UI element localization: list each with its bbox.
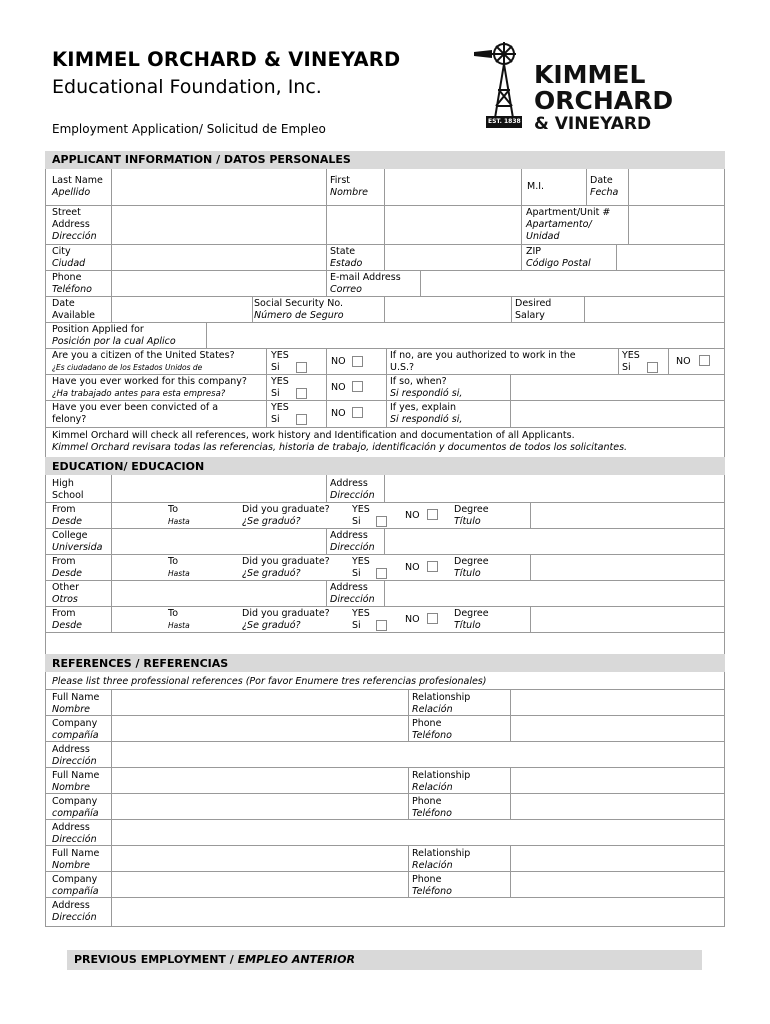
high-school-label-2: School — [52, 490, 84, 501]
ref3-name-label: Full Name — [52, 848, 100, 859]
college-from-label: From — [52, 556, 76, 567]
authorized-yes-checkbox[interactable] — [647, 362, 658, 373]
city-label-es: Ciudad — [52, 258, 86, 269]
when-label: If so, when? — [390, 376, 447, 387]
convicted-no-checkbox[interactable] — [352, 407, 363, 418]
college-to-label-es: Hasta — [168, 569, 190, 578]
email-label-es: Correo — [330, 284, 362, 295]
citizen-yes-label: YES — [271, 350, 289, 361]
convicted-no-label: NO — [331, 408, 346, 419]
phone-label-es: Teléfono — [52, 284, 92, 295]
ref2-name-label: Full Name — [52, 770, 100, 781]
other-graduate-question: Did you graduate? — [242, 608, 330, 619]
desired-salary-label-2: Salary — [515, 310, 545, 321]
street-label: Street — [52, 207, 81, 218]
last-name-label-es: Apellido — [52, 187, 91, 198]
other-address-label-es: Dirección — [330, 594, 375, 605]
state-label: State — [330, 246, 356, 257]
citizen-no-label: NO — [331, 356, 346, 367]
other-to-label: To — [168, 608, 179, 619]
ref1-company-label: Company — [52, 718, 98, 729]
phone-label: Phone — [52, 272, 82, 283]
college-graduate-question-es: ¿Se graduó? — [242, 568, 301, 579]
authorized-question: If no, are you authorized to work in the — [390, 350, 576, 361]
convicted-yes-label: YES — [271, 402, 289, 413]
page-subtitle: Educational Foundation, Inc. — [52, 76, 322, 98]
ssn-label-es: Número de Seguro — [254, 310, 344, 321]
college-si-label: Si — [352, 568, 361, 579]
ref1-name-label: Full Name — [52, 692, 100, 703]
authorized-no-label: NO — [676, 356, 691, 367]
last-name-label: Last Name — [52, 175, 103, 186]
mi-label: M.I. — [527, 181, 545, 192]
ref3-company-label: Company — [52, 874, 98, 885]
worked-yes-checkbox[interactable] — [296, 388, 307, 399]
applicant-heading: APPLICANT INFORMATION / DATOS PERSONALES — [52, 153, 351, 166]
page-title: KIMMEL ORCHARD & VINEYARD — [52, 48, 401, 71]
ref2-company-label: Company — [52, 796, 98, 807]
ref3-address-label-es: Dirección — [52, 912, 97, 923]
hs-no-checkbox[interactable] — [427, 509, 438, 520]
other-address-label: Address — [330, 582, 368, 593]
form-name: Employment Application/ Solicitud de Empleo — [52, 122, 326, 136]
other-from-label-es: Desde — [52, 620, 82, 631]
worked-question-es: ¿Ha trabajado antes para esta empresa? — [52, 389, 226, 399]
other-yes-label: YES — [352, 608, 370, 619]
previous-employment-heading-en: PREVIOUS EMPLOYMENT / — [74, 953, 238, 966]
authorized-yes-label: YES — [622, 350, 640, 361]
college-no-label: NO — [405, 562, 420, 573]
position-label-es: Posición por la cual Aplico — [52, 336, 176, 347]
logo-line3: & VINEYARD — [534, 114, 652, 134]
hs-si-label: Si — [352, 516, 361, 527]
hs-from-label-es: Desde — [52, 516, 82, 527]
ref1-phone-label-es: Teléfono — [412, 730, 452, 741]
worked-yes-label: YES — [271, 376, 289, 387]
zip-label-es: Código Postal — [526, 258, 591, 269]
convicted-question: Have you ever been convicted of a — [52, 402, 219, 413]
college-address-label: Address — [330, 530, 368, 541]
previous-employment-heading-es: EMPLEO ANTERIOR — [237, 953, 355, 966]
other-yes-checkbox[interactable] — [376, 620, 387, 631]
college-from-label-es: Desde — [52, 568, 82, 579]
ref2-relationship-label-es: Relación — [412, 782, 453, 793]
date-label: Date — [590, 175, 613, 186]
hs-no-label: NO — [405, 510, 420, 521]
worked-no-checkbox[interactable] — [352, 381, 363, 392]
hs-graduate-question-es: ¿Se graduó? — [242, 516, 301, 527]
hs-from-label: From — [52, 504, 76, 515]
previous-employment-heading — [74, 953, 355, 966]
ref3-relationship-label-es: Relación — [412, 860, 453, 871]
college-graduate-question: Did you graduate? — [242, 556, 330, 567]
ref3-address-label: Address — [52, 900, 90, 911]
state-label-es: Estado — [330, 258, 363, 269]
desired-salary-label: Desired — [515, 298, 552, 309]
ref3-phone-label: Phone — [412, 874, 442, 885]
college-label-es: Universida — [52, 542, 103, 553]
hs-address-label: Address — [330, 478, 368, 489]
date-available-label-2: Available — [52, 310, 96, 321]
authorized-question-2: U.S.? — [390, 362, 415, 373]
ref2-phone-label-es: Teléfono — [412, 808, 452, 819]
apt-label: Apartment/Unit # — [526, 207, 611, 218]
college-yes-checkbox[interactable] — [376, 568, 387, 579]
notice-text-es: Kimmel Orchard revisara todas las referencias, historia de trabajo, identificación y documentos de todos los solicitantes. — [52, 442, 628, 453]
college-label: College — [52, 530, 88, 541]
citizen-question-es: ¿Es ciudadano de los Estados Unidos de — [52, 363, 203, 372]
first-name-label: First — [330, 175, 350, 186]
other-graduate-question-es: ¿Se graduó? — [242, 620, 301, 631]
ref2-phone-label: Phone — [412, 796, 442, 807]
authorized-no-checkbox[interactable] — [699, 355, 710, 366]
hs-to-label: To — [168, 504, 179, 515]
other-si-label: Si — [352, 620, 361, 631]
city-label: City — [52, 246, 71, 257]
date-label-es: Fecha — [590, 187, 619, 198]
citizen-no-checkbox[interactable] — [352, 356, 363, 367]
citizen-si-label: Si — [271, 362, 280, 373]
ref3-relationship-label: Relationship — [412, 848, 471, 859]
convicted-yes-checkbox[interactable] — [296, 414, 307, 425]
when-label-es: Si respondió si, — [390, 388, 463, 399]
other-label: Other — [52, 582, 79, 593]
zip-label: ZIP — [526, 246, 542, 257]
college-degree-label-es: Título — [454, 568, 481, 579]
ref1-relationship-label-es: Relación — [412, 704, 453, 715]
ref2-address-label-es: Dirección — [52, 834, 97, 845]
ref3-name-label-es: Nombre — [52, 860, 90, 871]
other-label-es: Otros — [52, 594, 78, 605]
notice-text: Kimmel Orchard will check all references, work history and Identification and documentation of all Applicants. — [52, 430, 575, 441]
ref1-relationship-label: Relationship — [412, 692, 471, 703]
convicted-si-label: Si — [271, 414, 280, 425]
ref1-name-label-es: Nombre — [52, 704, 90, 715]
ref2-name-label-es: Nombre — [52, 782, 90, 793]
logo-line2: ORCHARD — [534, 86, 674, 115]
ref1-phone-label: Phone — [412, 718, 442, 729]
ref3-phone-label-es: Teléfono — [412, 886, 452, 897]
other-from-label: From — [52, 608, 76, 619]
position-label: Position Applied for — [52, 324, 144, 335]
college-to-label: To — [168, 556, 179, 567]
worked-si-label: Si — [271, 388, 280, 399]
apt-label-es: Apartamento/ — [526, 219, 592, 230]
ssn-label: Social Security No. — [254, 298, 343, 309]
other-no-checkbox[interactable] — [427, 613, 438, 624]
explain-label-es: Si respondió si, — [390, 414, 463, 425]
hs-to-label-es: Hasta — [168, 517, 190, 526]
ref2-relationship-label: Relationship — [412, 770, 471, 781]
college-degree-label: Degree — [454, 556, 489, 567]
convicted-question-2: felony? — [52, 414, 87, 425]
authorized-si-label: Si — [622, 362, 631, 373]
citizen-yes-checkbox[interactable] — [296, 362, 307, 373]
hs-degree-label-es: Título — [454, 516, 481, 527]
date-available-label: Date — [52, 298, 75, 309]
ref1-address-label: Address — [52, 744, 90, 755]
hs-yes-label: YES — [352, 504, 370, 515]
college-address-label-es: Dirección — [330, 542, 375, 553]
college-yes-label: YES — [352, 556, 370, 567]
ref1-company-label-es: compañía — [52, 730, 99, 741]
ref1-address-label-es: Dirección — [52, 756, 97, 767]
street-label-es: Dirección — [52, 231, 97, 242]
street-label-2: Address — [52, 219, 90, 230]
other-degree-label-es: Título — [454, 620, 481, 631]
logo-est: EST. 1838 — [488, 118, 521, 125]
email-label: E-mail Address — [330, 272, 401, 283]
references-heading: REFERENCES / REFERENCIAS — [52, 657, 229, 670]
hs-address-label-es: Dirección — [330, 490, 375, 501]
college-no-checkbox[interactable] — [427, 561, 438, 572]
education-heading: EDUCATION/ EDUCACION — [52, 460, 205, 473]
worked-no-label: NO — [331, 382, 346, 393]
hs-graduate-question: Did you graduate? — [242, 504, 330, 515]
references-instruction: Please list three professional references (Por favor Enumere tres referencias profesionales) — [52, 676, 487, 687]
high-school-label: High — [52, 478, 74, 489]
ref2-company-label-es: compañía — [52, 808, 99, 819]
first-name-label-es: Nombre — [330, 187, 368, 198]
other-no-label: NO — [405, 614, 420, 625]
worked-question: Have you ever worked for this company? — [52, 376, 247, 387]
hs-degree-label: Degree — [454, 504, 489, 515]
citizen-question: Are you a citizen of the United States? — [52, 350, 235, 361]
logo-line1: KIMMEL — [534, 60, 646, 89]
other-to-label-es: Hasta — [168, 621, 190, 630]
ref3-company-label-es: compañía — [52, 886, 99, 897]
hs-yes-checkbox[interactable] — [376, 516, 387, 527]
explain-label: If yes, explain — [390, 402, 457, 413]
ref2-address-label: Address — [52, 822, 90, 833]
apt-label-es-2: Unidad — [526, 231, 560, 242]
other-degree-label: Degree — [454, 608, 489, 619]
